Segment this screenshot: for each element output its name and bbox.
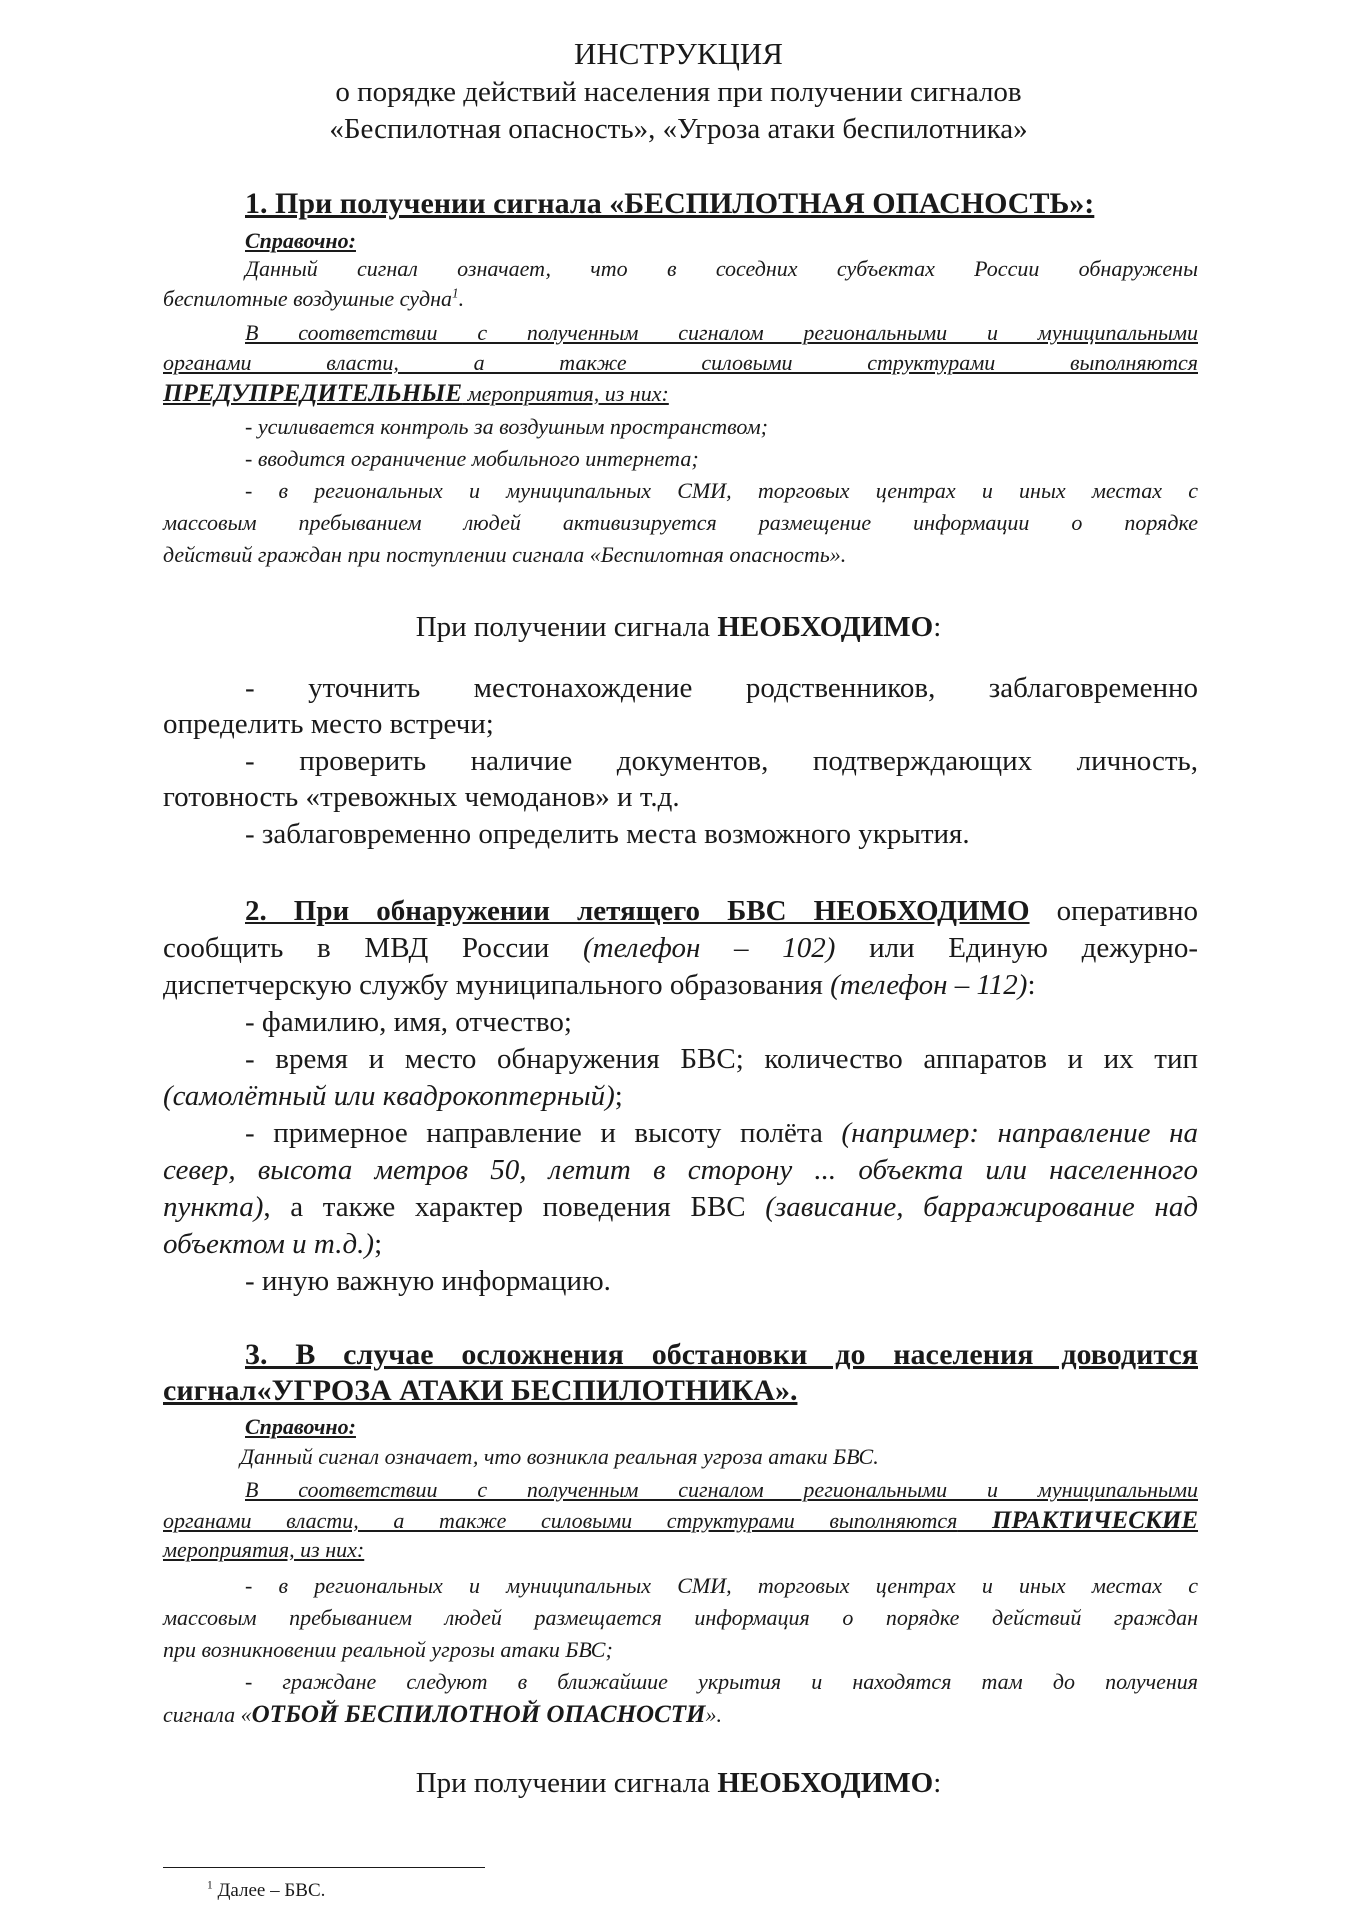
section-1-para1-line2: беспилотные воздушные судна$^1$.: [163, 285, 465, 311]
section-3-need-heading: При получении сигнала НЕОБХОДИМО:: [415, 1767, 942, 1799]
section-3-para2-line3: мероприятия, из них:: [163, 1537, 365, 1562]
section-2-item-2-line1: - время и место обнаружения БВС; количество аппаратов и их тип: [245, 1043, 1198, 1075]
section-1-need-heading: При получении сигнала НЕОБХОДИМО:: [415, 611, 942, 643]
section-3-bullet-1-line1: - в региональных и муниципальных СМИ, торговых центрах и иных местах с: [245, 1573, 1198, 1598]
section-2-item-3-line4: объектом и т.д.);: [163, 1228, 383, 1260]
doc-title: ИНСТРУКЦИЯ: [574, 36, 783, 71]
section-3-bullet-1-line2: массовым пребыванием людей размещается информация о порядке действий граждан: [163, 1605, 1198, 1630]
section-2-line3: диспетчерскую службу муниципального образования (телефон – 112):: [163, 969, 1036, 1001]
section-1-bullet-2: - вводится ограничение мобильного интернета;: [245, 446, 699, 471]
doc-subtitle-1: о порядке действий населения при получении сигналов: [335, 76, 1022, 108]
section-3-para2-line2: органами власти, а также силовыми структурами выполняются ПРАКТИЧЕСКИЕ: [163, 1507, 1199, 1534]
section-1-para2-line2: органами власти, а также силовыми структурами выполняются: [163, 350, 1198, 375]
section-1-need-2-line2: готовность «тревожных чемоданов» и т.д.: [163, 781, 680, 813]
section-3-heading-line2: сигнал«УГРОЗА АТАКИ БЕСПИЛОТНИКА».: [163, 1374, 798, 1407]
section-2-item-3-line3: пункта), а также характер поведения БВС (зависание, барражирование над: [163, 1191, 1198, 1223]
section-1-para2-line3: ПРЕДУПРЕДИТЕЛЬНЫЕ мероприятия, из них:: [163, 380, 669, 407]
section-1-need-3: - заблаговременно определить места возможного укрытия.: [245, 818, 970, 850]
section-3-ref-label: Справочно:: [245, 1414, 356, 1439]
section-2-item-3-line2: север, высота метров 50, летит в сторону ... объекта или населенного: [163, 1154, 1198, 1186]
section-1-para2-line1: В соответствии с полученным сигналом региональными и муниципальными: [245, 320, 1198, 345]
section-1-need-2-line1: - проверить наличие документов, подтверждающих личность,: [245, 745, 1198, 777]
doc-subtitle-2: «Беспилотная опасность», «Угроза атаки беспилотника»: [329, 113, 1028, 145]
section-1-bullet-3-line3: действий граждан при поступлении сигнала «Беспилотная опасность».: [163, 542, 847, 567]
section-1-heading: 1. При получении сигнала «БЕСПИЛОТНАЯ ОПАСНОСТЬ»:: [245, 187, 1095, 220]
footnote-separator: [163, 1867, 485, 1868]
section-2-item-2-line2: (самолётный или квадрокоптерный);: [163, 1080, 623, 1112]
section-1-need-1-line2: определить место встречи;: [163, 708, 494, 740]
section-1-bullet-1: - усиливается контроль за воздушным пространством;: [245, 414, 768, 439]
section-2-line2: сообщить в МВД России (телефон – 102) или Единую дежурно-: [163, 932, 1198, 964]
section-2-heading-line1: 2. При обнаружении летящего БВС НЕОБХОДИМО оперативно: [245, 895, 1199, 927]
section-2-item-4: - иную важную информацию.: [245, 1265, 611, 1297]
section-3-bullet-1-line3: при возникновении реальной угрозы атаки БВС;: [163, 1637, 613, 1662]
section-3-para2-line1: В соответствии с полученным сигналом региональными и муниципальными: [245, 1477, 1198, 1502]
footnote-ref: 1: [452, 285, 459, 301]
section-3-heading-line1: 3. В случае осложнения обстановки до населения доводится: [245, 1338, 1198, 1371]
section-3-bullet-2-line1: - граждане следуют в ближайшие укрытия и находятся там до получения: [245, 1669, 1198, 1694]
section-3-para1: Данный сигнал означает, что возникла реальная угроза атаки БВС.: [240, 1444, 879, 1469]
section-1-para1-line1: Данный сигнал означает, что в соседних субъектах России обнаружены: [245, 256, 1198, 281]
section-1-bullet-3-line2: массовым пребыванием людей активизируется размещение информации о порядке: [163, 510, 1198, 535]
section-3-bullet-2-line2: сигнала «ОТБОЙ БЕСПИЛОТНОЙ ОПАСНОСТИ».: [163, 1701, 722, 1728]
section-1-need-1-line1: - уточнить местонахождение родственников, заблаговременно: [245, 672, 1198, 704]
section-1-bullet-3-line1: - в региональных и муниципальных СМИ, торговых центрах и иных местах с: [245, 478, 1198, 503]
footnote: $^1$ Далее – БВС.: [207, 1879, 326, 1901]
section-2-item-1: - фамилию, имя, отчество;: [245, 1006, 572, 1038]
section-1-ref-label: Справочно:: [245, 228, 356, 253]
section-2-item-3-line1: - примерное направление и высоту полёта (например: направление на: [245, 1117, 1198, 1149]
